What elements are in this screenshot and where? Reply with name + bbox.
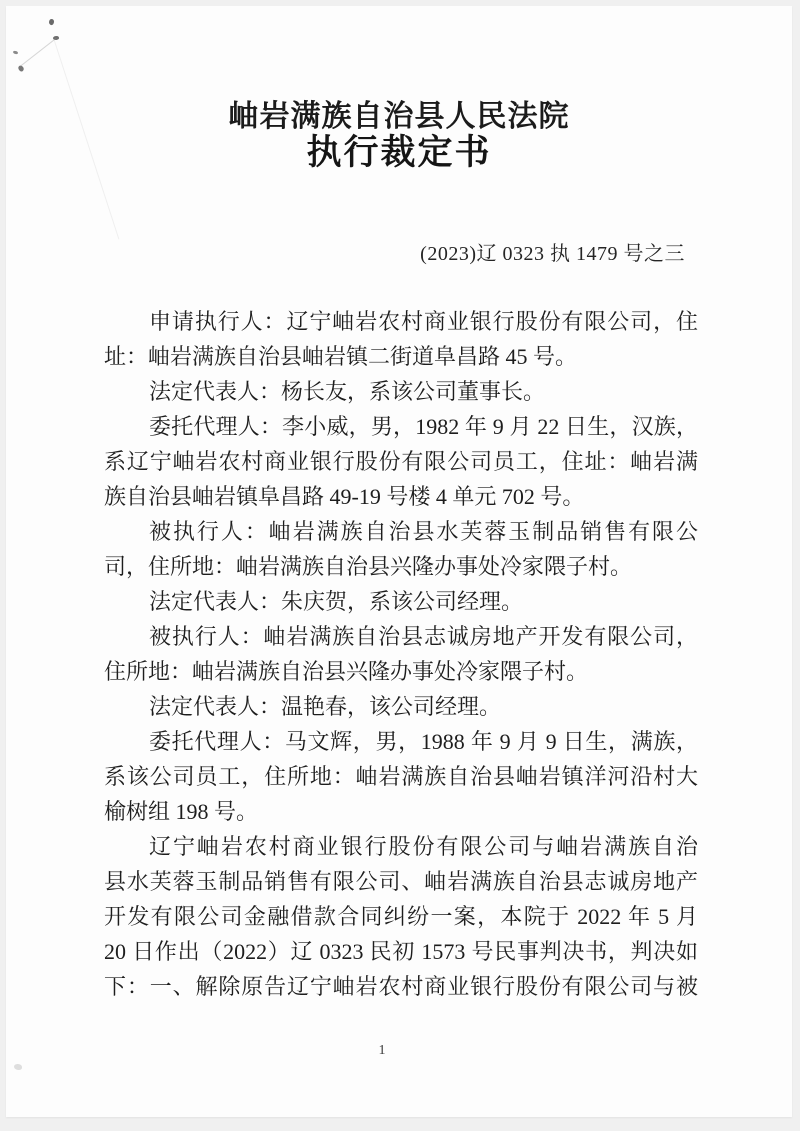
body-line: 司，住所地：岫岩满族自治县兴隆办事处冷家隈子村。 (104, 554, 633, 579)
body-line: 榆树组 198 号。 (104, 799, 259, 824)
body-line: 开发有限公司金融借款合同纠纷一案，本院于 2022 年 5 月 (104, 904, 698, 929)
body-line: 委托代理人：马文辉，男，1988 年 9 月 9 日生，满族， (149, 729, 698, 754)
scan-artifact-speck (14, 1064, 22, 1070)
page-number: 1 (378, 1043, 386, 1058)
court-name-title: 岫岩满族自治县人民法院 (228, 100, 570, 133)
body-line: 系辽宁岫岩农村商业银行股份有限公司员工，住址：岫岩满 (104, 449, 698, 474)
document-type-title: 执行裁定书 (306, 133, 492, 172)
body-line: 法定代表人：杨长友，系该公司董事长。 (149, 379, 546, 404)
body-line: 县水芙蓉玉制品销售有限公司、岫岩满族自治县志诚房地产 (104, 869, 698, 894)
body-line: 辽宁岫岩农村商业银行股份有限公司与岫岩满族自治 (149, 834, 698, 859)
scan-artifact-speck (13, 51, 18, 55)
body-line: 法定代表人：朱庆贺，系该公司经理。 (149, 589, 524, 614)
document-page (6, 6, 792, 1117)
body-line: 20 日作出（2022）辽 0323 民初 1573 号民事判决书，判决如 (104, 939, 698, 964)
body-line: 系该公司员工，住所地：岫岩满族自治县岫岩镇洋河沿村大 (104, 764, 698, 789)
scan-artifact-streak (20, 38, 57, 67)
body-line: 被执行人：岫岩满族自治县水芙蓉玉制品销售有限公 (149, 519, 698, 544)
case-number: (2023)辽 0323 执 1479 号之三 (420, 243, 685, 265)
scan-artifact-speck (48, 18, 55, 26)
body-line: 下：一、解除原告辽宁岫岩农村商业银行股份有限公司与被 (104, 974, 698, 999)
body-line: 申请执行人：辽宁岫岩农村商业银行股份有限公司，住 (149, 309, 698, 334)
body-line: 法定代表人：温艳春，该公司经理。 (149, 694, 502, 719)
body-line: 址：岫岩满族自治县岫岩镇二街道阜昌路 45 号。 (104, 344, 578, 369)
body-line: 被执行人：岫岩满族自治县志诚房地产开发有限公司， (149, 624, 698, 649)
body-line: 住所地：岫岩满族自治县兴隆办事处冷家隈子村。 (104, 659, 589, 684)
document-body-text (104, 304, 698, 1004)
body-line: 族自治县岫岩镇阜昌路 49-19 号楼 4 单元 702 号。 (104, 484, 585, 509)
body-line: 委托代理人：李小威，男，1982 年 9 月 22 日生，汉族， (149, 414, 698, 439)
